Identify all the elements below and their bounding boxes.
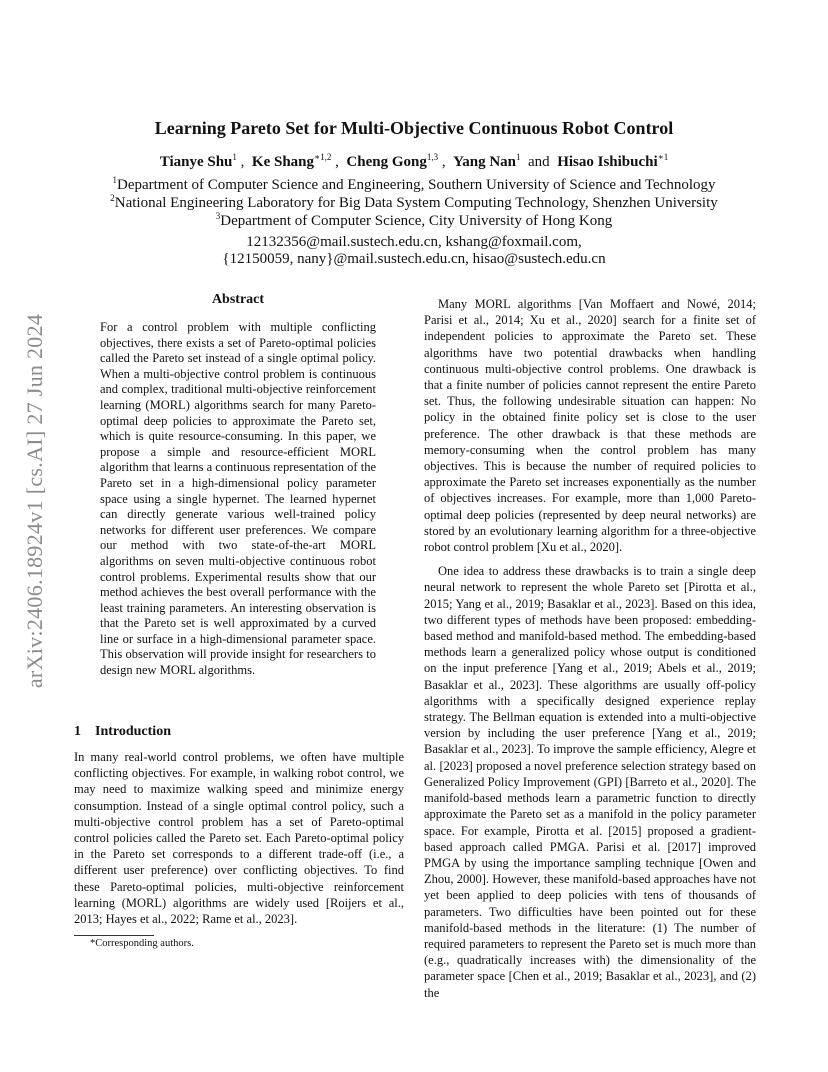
affiliation: $^1$Department of Computer Science and Engineering, Southern University of Science and Technology bbox=[112, 175, 716, 193]
affiliation: $^3$Department of Computer Science, City University of Hong Kong bbox=[215, 211, 613, 229]
section-title: Introduction bbox=[95, 724, 171, 739]
author: Tianye Shu$^1$ bbox=[159, 152, 237, 170]
footnote: *Corresponding authors. bbox=[90, 938, 194, 949]
abstract-heading: Abstract bbox=[211, 292, 265, 307]
author: Ke Shang$^{∗1,2}$ bbox=[251, 152, 332, 170]
author-list bbox=[0, 152, 828, 171]
section-heading-introduction bbox=[74, 724, 171, 740]
affiliation: $^2$National Engineering Laboratory for Big Data System Computing Technology, Shenzhen University bbox=[110, 193, 718, 211]
right-column bbox=[424, 296, 756, 1001]
author-separator: and bbox=[528, 154, 550, 170]
introduction-paragraph: In many real-world control problems, we often have multiple conflicting objectives. For example, in walking robot control, we may need to maximize walking speed and minimize energy consumption. Instead of a single optimal control policy, such a multi-objective control problem has a set of Pareto-optimal control policies called the Pareto set. Each Pareto-optimal policy in the Pareto set corresponds to a different trade-off (i.e., a different user preference) over conflicting objectives. To find these Pareto-optimal policies, multi-objective reinforcement learning (MORL) algorithms are widely used [Roijers et al., 2013; Hayes et al., 2022; Rame et al., 2023]. bbox=[74, 750, 404, 927]
footnote-divider bbox=[74, 935, 154, 936]
body-paragraph: Many MORL algorithms [Van Moffaert and Nowé, 2014; Parisi et al., 2014; Xu et al., 2020] search for a finite set of independent policies to approximate the Pareto set. These algorithms have two potential drawbacks when handling continuous multi-objective control problems. One drawback is that a finite number of policies cannot represent the entire Pareto set. Thus, the following undesirable situation can happen: No policy in the obtained finite policy set is close to the user preference. The other drawback is that these methods are memory-consuming when the control problem has many objectives. This is because the number of required policies to approximate the Pareto set increases exponentially as the number of objectives increases. For example, more than 1,000 Pareto-optimal deep policies (represented by deep neural networks) are stored by an evolutionary learning algorithm for a three-objective robot control problem [Xu et al., 2020]. bbox=[424, 297, 756, 555]
author-separator: , bbox=[240, 154, 245, 170]
email-line: {12150059, nany}@mail.sustech.edu.cn, hisao@sustech.edu.cn bbox=[222, 251, 606, 267]
email-line: 12132356@mail.sustech.edu.cn, kshang@foxmail.com, bbox=[246, 234, 582, 250]
author: Cheng Gong$^{1,3}$ bbox=[346, 152, 439, 170]
section-number: 1 bbox=[74, 724, 81, 739]
author: Yang Nan$^1$ bbox=[453, 152, 521, 170]
author: Hisao Ishibuchi$^{∗1}$ bbox=[557, 152, 669, 170]
arxiv-stamp-text: arXiv:2406.18924v1 [cs.AI] 27 Jun 2024 bbox=[22, 313, 48, 689]
author-separator: , bbox=[335, 154, 339, 170]
arxiv-identifier-stamp bbox=[22, 296, 48, 706]
abstract-text: For a control problem with multiple conflicting objectives, there exists a set of Pareto-optimal policies called the Pareto set instead of a single optimal policy. When a multi-objective control problem is continuous and complex, traditional multi-objective reinforcement learning (MORL) algorithms search for many Pareto-optimal deep policies to approximate the Pareto set, which is quite resource-consuming. In this paper, we propose a simple and resource-efficient MORL algorithm that learns a continuous representation of the Pareto set in a high-dimensional policy parameter space using a single hypernet. The learned hypernet can directly generate various well-trained policy networks for different user preferences. We compare our method with two state-of-the-art MORL algorithms on seven multi-objective continuous robot control problems. Experimental results show that our method achieves the best overall performance with the least training parameters. An interesting observation is that the Pareto set is well approximated by a curved line or surface in a high-dimensional parameter space. This observation will provide insight for researchers to design new MORL algorithms. bbox=[100, 320, 376, 678]
body-paragraph: One idea to address these drawbacks is to train a single deep neural network to represent the whole Pareto set [Pirotta et al., 2015; Yang et al., 2019; Basaklar et al., 2023]. Based on this idea, two different types of methods have been proposed: embedding-based method and manifold-based method. The embedding-based methods learn a generalized policy whose output is conditioned on the input preference [Yang et al., 2019; Abels et al., 2019; Basaklar et al., 2023]. These algorithms are usually off-policy algorithms with a specifically designed experience replay strategy. The Bellman equation is extended into a multi-objective version by including the user preference [Yang et al., 2019; Basaklar et al., 2023]. To improve the sample efficiency, Alegre et al. [2023] proposed a novel preference selection strategy based on Generalized Policy Improvement (GPI) [Barreto et al., 2020]. The manifold-based methods learn a parametric function to directly approximate the Pareto set as a manifold in the policy parameter space. For example, Pirotta et al. [2015] proposed a gradient-based approach called PMGA. Parisi et al. [2017] improved PMGA by using the importance sampling technique [Owen and Zhou, 2000]. However, these manifold-based approaches have not yet been applied to deep policies with tens of thousands of parameters. Two difficulties have been pointed out for these manifold-based methods in the literature: (1) The number of required parameters to represent the Pareto set is much more than (e.g., quadratically increases with) the dimensionality of the parameter space [Chen et al., 2019; Basaklar et al., 2023], and (2) the bbox=[424, 564, 756, 1000]
paper-title: Learning Pareto Set for Multi-Objective Continuous Robot Control bbox=[154, 118, 674, 138]
author-separator: , bbox=[441, 154, 446, 170]
